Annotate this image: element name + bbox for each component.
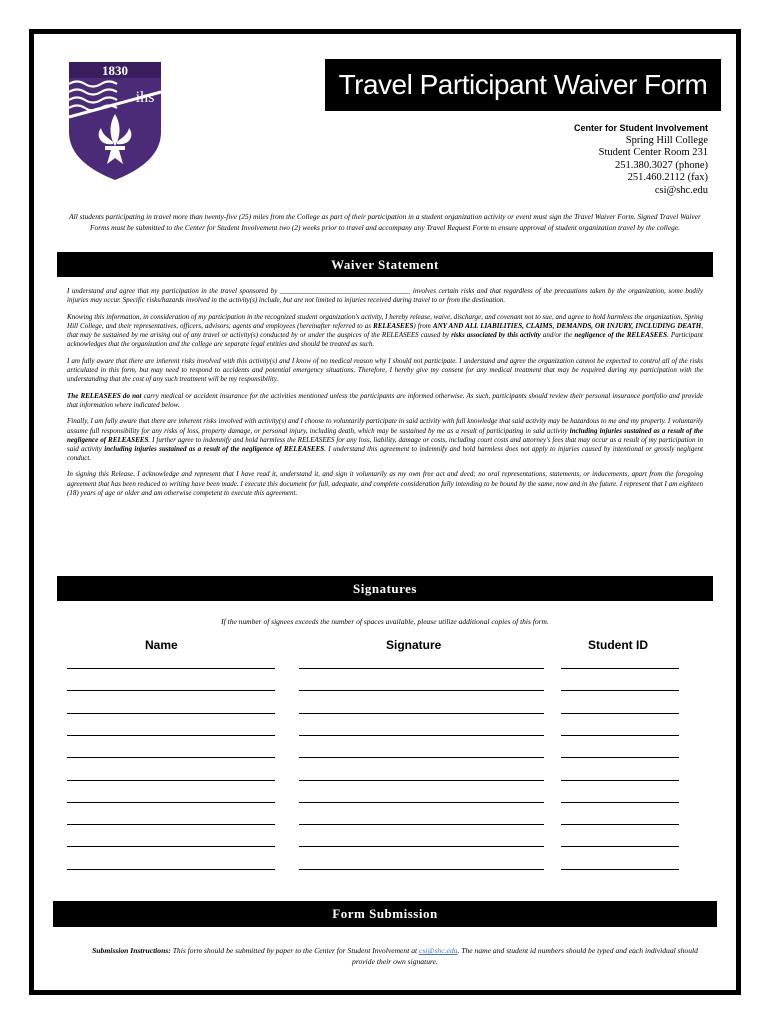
- column-header-student-id: Student ID: [588, 638, 648, 652]
- logo-monogram: ihs: [135, 89, 155, 106]
- student-id-field[interactable]: [561, 668, 679, 669]
- contact-college: Spring Hill College: [625, 134, 708, 146]
- name-field[interactable]: [67, 713, 275, 714]
- contact-department: Center for Student Involvement: [573, 123, 708, 133]
- student-id-field[interactable]: [561, 802, 679, 803]
- form-title: Travel Participant Waiver Form: [325, 59, 721, 111]
- signature-field[interactable]: [299, 846, 544, 847]
- signature-field[interactable]: [299, 713, 544, 714]
- student-id-field[interactable]: [561, 869, 679, 870]
- signatures-heading: Signatures: [57, 576, 713, 601]
- column-header-name: Name: [145, 638, 178, 652]
- student-id-field[interactable]: [561, 713, 679, 714]
- student-id-field[interactable]: [561, 846, 679, 847]
- waiver-paragraph-1: I understand and agree that my participation in the travel sponsored by _____________________________________ involves certain risks and that regardless of the precautions taken by the organization, some bodily injuries may occur. Specific risks/hazards involved in the activity(s) include, but are not limited to injuries received during travel to or from the destination.: [67, 287, 703, 305]
- student-id-field[interactable]: [561, 735, 679, 736]
- student-id-field[interactable]: [561, 757, 679, 758]
- waiver-paragraph-5: Finally, I am fully aware that there are inherent risks involved with activity(s) and I choose to voluntarily participate in said activity with full knowledge that said activity may be hazardous to me and my property. I voluntarily assume full responsibility for any risks of loss, property damage, or personal injury, including death, which may be sustained by me as a result of participating in said activity including injuries sustained as a result of the negligence of RELEASEES. I further agree to indemnify and hold harmless the RELEASEES for any loss, liability, damage or costs, including court costs and attorney's fees that may occur as a result of my participation in said activity including injuries sustained as a result of the negligence of RELEASEES. I understand this agreement to indemnify and hold harmless does not apply to injuries caused by intentional or grossly negligent conduct.: [67, 417, 703, 462]
- logo-year: 1830: [102, 63, 128, 78]
- intro-paragraph: All students participating in travel more than twenty-five (25) miles from the College as part of their participation in a student organization activity or event must sign the Travel Waiver Form. Signed Travel Waiver Forms must be submitted to the Center for Student Involvement two (2) weeks prior to travel and accompany any Travel Request Form to ensure approval of student organization travel by the college.: [69, 212, 701, 232]
- student-id-field[interactable]: [561, 690, 679, 691]
- contact-email: csi@shc.edu: [654, 184, 708, 196]
- name-field[interactable]: [67, 802, 275, 803]
- submission-heading: Form Submission: [53, 901, 717, 927]
- signature-field[interactable]: [299, 757, 544, 758]
- waiver-paragraph-6: In signing this Release, I acknowledge and represent that I have read it, understand it, and sign it voluntarily as my own free act and deed; no oral representations, statements, or inducements, apart from the foregoing agreement that has been reduced to writing have been made. I execute this document for full, adequate, and complete consideration fully intending to be bound by the same, now and in the future. I represent that I am eighteen (18) years of age or older and am otherwise competent to execute this agreement.: [67, 470, 703, 497]
- student-id-field[interactable]: [561, 780, 679, 781]
- name-field[interactable]: [67, 824, 275, 825]
- contact-phone: 251.380.3027 (phone): [614, 159, 708, 171]
- signature-field[interactable]: [299, 690, 544, 691]
- name-field[interactable]: [67, 869, 275, 870]
- submission-label: Submission Instructions:: [92, 946, 171, 955]
- name-field[interactable]: [67, 668, 275, 669]
- waiver-paragraph-4: The RELEASEES do not carry medical or accident insurance for the activities mentioned unless the participants are informed otherwise. As such, participants should review their personal insurance portfolio and provide that information where indicated below.: [67, 391, 703, 409]
- name-field[interactable]: [67, 846, 275, 847]
- signature-field[interactable]: [299, 869, 544, 870]
- signature-field[interactable]: [299, 735, 544, 736]
- signature-field[interactable]: [299, 780, 544, 781]
- waiver-heading: Waiver Statement: [57, 252, 713, 277]
- waiver-paragraph-2: Knowing this information, in consideration of my participation in the recognized student organization's activity, I hereby release, waive, discharge, and covenant not to sue, and agree to hold harmless the organization, Spring Hill College, and their representatives, officers, advisors, agents and employees (hereinafter referred to as RELEASEES) from ANY AND ALL LIABILITIES, CLAIMS, DEMANDS, OR INJURY, INCLUDING DEATH, that may be sustained by me arising out of any travel or activity(s) conducted by or under the auspices of the RELEASEES caused by risks associated by this activity and/or the negligence of the RELEASEES. Participant acknowledges that the organization and the college are separate legal entities and should be treated as such.: [67, 312, 703, 349]
- waiver-paragraph-3: I am fully aware that there are inherent risks involved with this activity(s) and I know of no medical reason why I should not participate. I understand and agree the organization cannot be expected to control all of the risks articulated in this form, but may need to respond to accidents and potential emergency situations. Therefore, I hereby give my consent for any medical treatment that may be required during my participation with the understanding that the cost of any such treatment will be my responsibility.: [67, 356, 703, 383]
- signature-field[interactable]: [299, 802, 544, 803]
- signature-field[interactable]: [299, 824, 544, 825]
- student-id-field[interactable]: [561, 824, 679, 825]
- contact-fax: 251.460.2112 (fax): [627, 172, 708, 183]
- name-field[interactable]: [67, 690, 275, 691]
- submission-instructions: Submission Instructions: This form should be submitted by paper to the Center for Student Involvement at csi@shc.edu. The name and student id numbers should be typed and each individual should provide their own signature.: [92, 946, 698, 966]
- signatures-note: If the number of signees exceeds the number of spaces available, please utilize additional copies of this form.: [221, 617, 549, 626]
- name-field[interactable]: [67, 757, 275, 758]
- signature-field[interactable]: [299, 668, 544, 669]
- submission-email-link[interactable]: csi@shc.edu: [419, 946, 458, 955]
- name-field[interactable]: [67, 780, 275, 781]
- contact-room: Student Center Room 231: [598, 147, 708, 158]
- column-header-signature: Signature: [386, 638, 442, 652]
- name-field[interactable]: [67, 735, 275, 736]
